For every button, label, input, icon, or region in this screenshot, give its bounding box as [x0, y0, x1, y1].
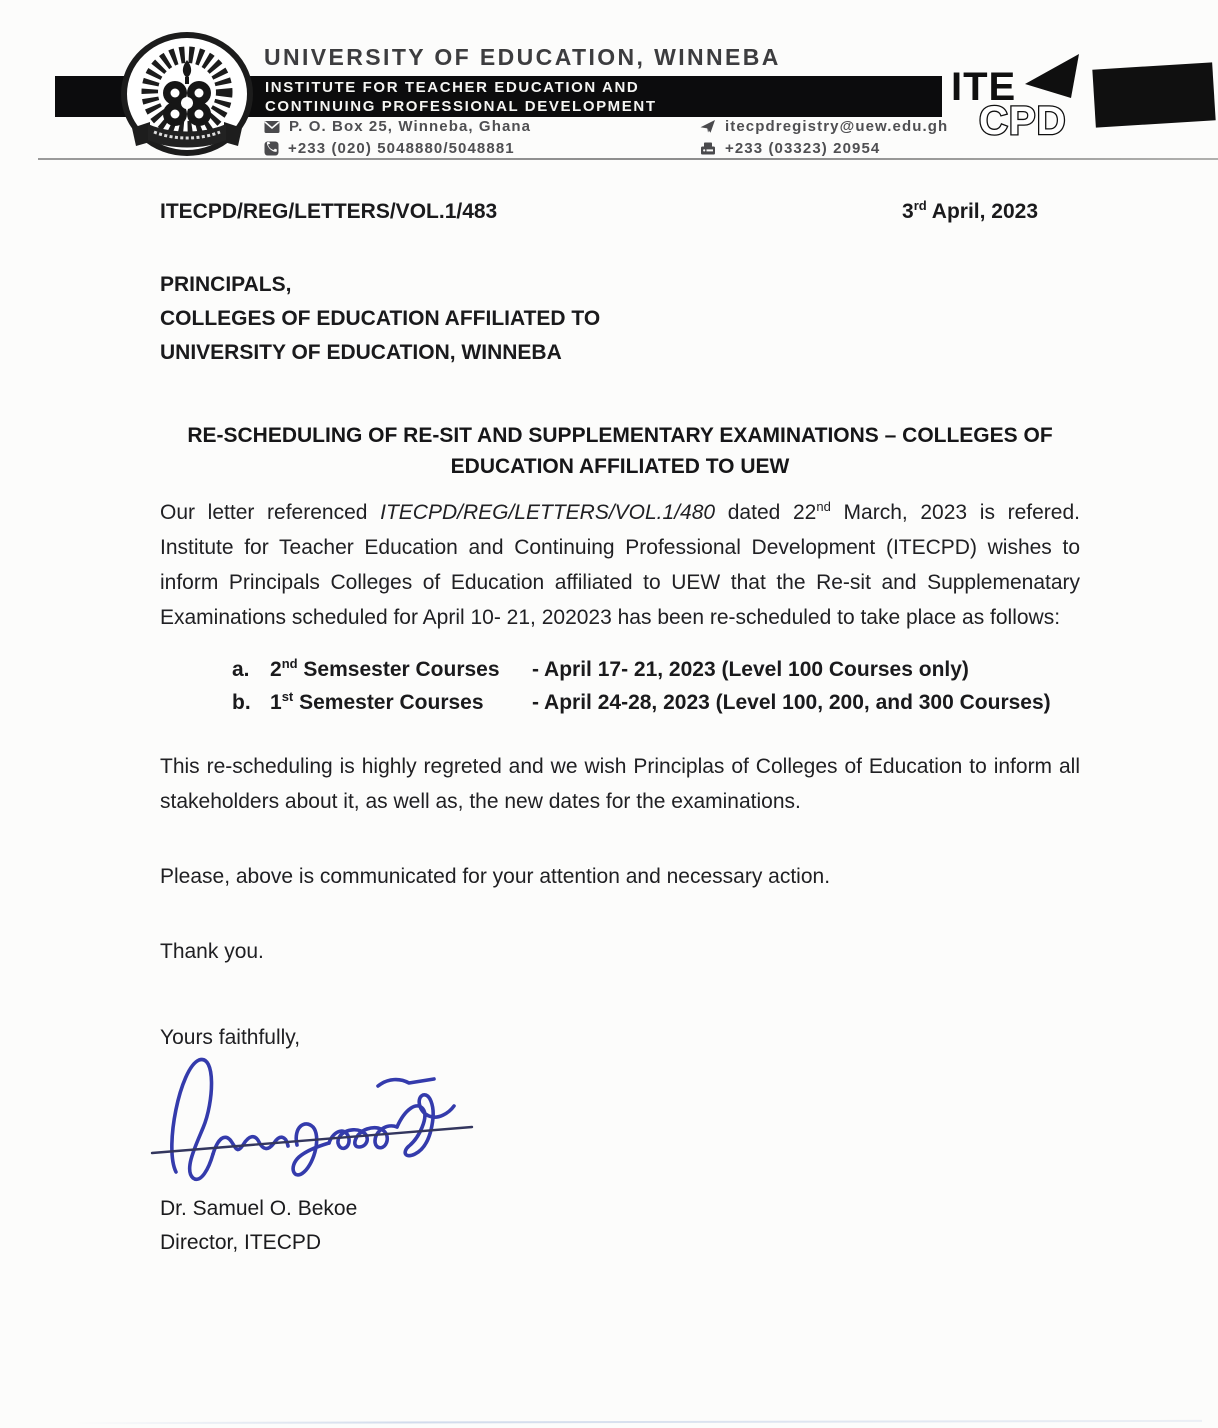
- itecpd-logo: [945, 50, 1097, 144]
- scan-edge-artifact: [72, 1420, 1202, 1424]
- signatory-block: [160, 1192, 1080, 1260]
- schedule-course: 2nd Semsester Courses: [270, 656, 500, 681]
- institute-banner-line1: INSTITUTE FOR TEACHER EDUCATION AND: [265, 78, 640, 96]
- paragraph-3: Please, above is communicated for your attention and necessary action.: [160, 865, 831, 888]
- university-seal-logo: [110, 30, 264, 162]
- contact-email: [700, 118, 948, 135]
- contact-fax-text: +233 (03323) 20954: [725, 140, 881, 157]
- thank-you-line: Thank you.: [160, 940, 264, 963]
- schedule-dates: - April 17- 21, 2023 (Level 100 Courses only): [532, 658, 969, 681]
- contact-pobox-text: P. O. Box 25, Winneba, Ghana: [289, 118, 532, 135]
- subject-title: RE-SCHEDULING OF RE-SIT AND SUPPLEMENTARY EXAMINATIONS – COLLEGES OF EDUCATION AFFILIATED TO UEW: [187, 424, 1053, 478]
- schedule-course: 1st Semester Courses: [270, 689, 484, 714]
- envelope-icon: [264, 120, 280, 134]
- itecpd-logo-cpd: CPD: [979, 99, 1067, 143]
- schedule-item: [232, 686, 1080, 719]
- contact-email-text: itecpdregistry@uew.edu.gh: [725, 118, 949, 135]
- signature-ink: [146, 1050, 476, 1182]
- schedule-marker: b.: [232, 691, 251, 714]
- letter-body: [0, 166, 1218, 1260]
- signatory-title: Director, ITECPD: [160, 1231, 322, 1254]
- schedule-item: [232, 653, 1080, 686]
- recipient-block: [160, 268, 1080, 370]
- reference-number: ITECPD/REG/LETTERS/VOL.1/483: [160, 200, 498, 223]
- letterhead: [0, 0, 1218, 166]
- recipient-line: PRINCIPALS,: [160, 273, 292, 296]
- institute-banner-line2: CONTINUING PROFESSIONAL DEVELOPMENT: [265, 97, 657, 115]
- letter-date: 3rd April, 2023: [902, 198, 1038, 223]
- schedule-marker: a.: [232, 658, 250, 681]
- contact-phone: [264, 140, 531, 157]
- university-name: UNIVERSITY OF EDUCATION, WINNEBA: [264, 44, 781, 70]
- contact-phone-text: +233 (020) 5048880/5048881: [288, 140, 515, 157]
- paragraph-1: Our letter referenced ITECPD/REG/LETTERS/VOL.1/480 dated 22nd March, 2023 is refered. Institute for Teacher Education and Continuing Professional Development (ITECPD) wishes to inform Principals Colleges of Education affiliated to UEW that the Re-sit and Supplemenatary Examinations scheduled for April 10- 21, 202023 has been re-scheduled to take place as follows:: [160, 499, 1080, 629]
- signatory-name: Dr. Samuel O. Bekoe: [160, 1197, 358, 1220]
- recipient-line: UNIVERSITY OF EDUCATION, WINNEBA: [160, 341, 562, 364]
- fax-icon: [700, 142, 716, 156]
- paper-plane-icon: [700, 119, 716, 134]
- itecpd-logo-ite: ITE: [951, 65, 1017, 109]
- referenced-letter-number: ITECPD/REG/LETTERS/VOL.1/480: [380, 501, 716, 524]
- header-black-bar: [1092, 62, 1215, 127]
- contact-fax: [700, 140, 948, 157]
- itecpd-logo-flag: [1025, 54, 1079, 98]
- recipient-line: COLLEGES OF EDUCATION AFFILIATED TO: [160, 307, 601, 330]
- phone-icon: [264, 141, 279, 156]
- schedule-list: [232, 653, 1080, 719]
- paragraph-2: This re-scheduling is highly regreted and we wish Principlas of Colleges of Education to inform all stakeholders about it, as well as, the new dates for the examinations.: [160, 755, 1080, 813]
- closing-line: Yours faithfully,: [160, 1026, 301, 1049]
- reference-row: [160, 200, 1080, 224]
- schedule-dates: - April 24-28, 2023 (Level 100, 200, and 300 Courses): [532, 691, 1051, 714]
- contact-pobox: [264, 118, 531, 135]
